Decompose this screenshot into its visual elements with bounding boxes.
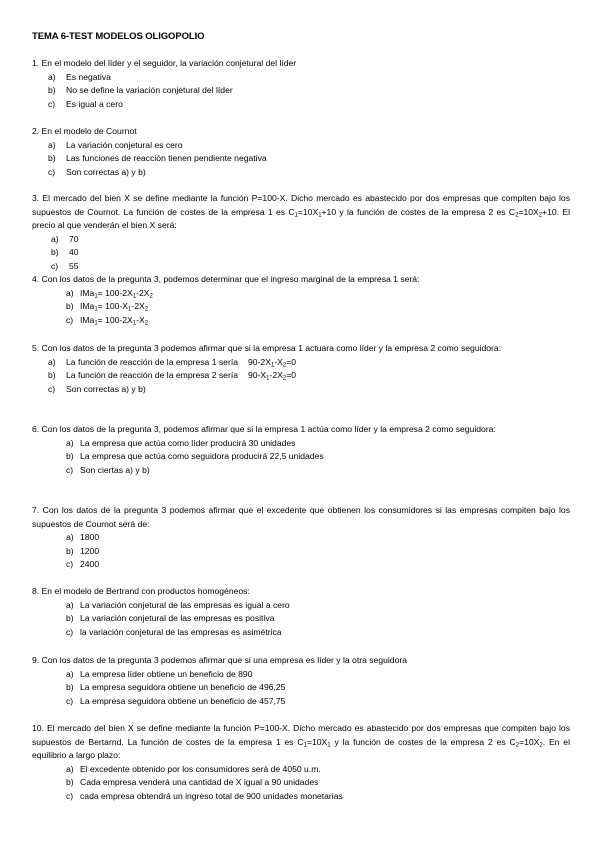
- question-10: [32, 722, 570, 803]
- option-a: a) La función de reacción de la empresa 1 sería $90-2X_1-X_2=0$: [48, 356, 297, 368]
- option-a: a) La variación conjetural de las empresas es igual a cero: [66, 599, 290, 610]
- option-a: a) 1800: [66, 532, 100, 542]
- option-c: c) La empresa seguidora obtiene un beneficio de 457,75: [66, 695, 286, 706]
- option-b: b) 40: [51, 247, 79, 257]
- option-b: b) La empresa seguidora obtiene un beneficio de 496,25: [66, 682, 286, 692]
- option-b: b) La empresa que actúa como seguidora producirá 22,5 unidades: [66, 451, 324, 461]
- option-c: c) cada empresa obtendrá un ingreso total de 900 unidades monetarias: [66, 790, 343, 801]
- question-1: [32, 57, 570, 111]
- option-c: c) Es igual a cero: [48, 98, 123, 109]
- option-c: c) Son correctas a) y b): [48, 166, 146, 177]
- question-2: [32, 125, 570, 179]
- question-stem: 7. Con los datos de la pregunta 3 podemos afirmar que el excedente que obtienen los consumidores si las empresas compiten bajo los supuestos de Cournot será de:: [32, 505, 570, 529]
- question-9: [32, 654, 570, 708]
- option-b: b) Cada empresa venderá una cantidad de X igual a 90 unidades: [66, 777, 319, 787]
- option-a: a) La empresa que actúa como líder producirá 30 unidades: [66, 437, 296, 448]
- option-b: b) No se define la variación conjetural del líder: [48, 85, 233, 95]
- option-c: c) la variación conjetural de las empresas es asimétrica: [66, 626, 282, 637]
- question-stem: 8. En el modelo de Bertrand con productos homogéneos:: [32, 586, 250, 596]
- question-stem: 6. Con los datos de la pregunta 3, podemos afirmar que si la empresa 1 actúa como líder y la empresa 2 como seguidora:: [32, 424, 496, 434]
- option-b: b) 1200: [66, 545, 100, 556]
- option-c: c) Son ciertas a) y b): [66, 464, 150, 475]
- option-a: a) La empresa líder obtiene un beneficio de 890: [66, 668, 253, 679]
- option-a: a) El excedente obtenido por los consumidores será de 4050 u.m.: [66, 763, 321, 774]
- question-4: [32, 273, 570, 327]
- option-a: a) $IMa_1= 100-2X_1-2X_2$: [66, 287, 153, 299]
- option-a: a) La variación conjetural es cero: [48, 139, 183, 150]
- question-3: [32, 192, 570, 273]
- question-6: [32, 423, 570, 477]
- question-8: [32, 585, 570, 639]
- question-stem: 10. El mercado del bien X se define mediante la función P=100-X. Dicho mercado es abastecido por dos empresas que compiten bajo los supuestos de Bertarnd. La función de costes de la empresa 1 es $C_1=10X_1$ y la función de costes de la empresa 2 es $C_2=10X_2$. En el equilibrio a largo plazo:: [32, 723, 570, 760]
- option-a: a) Es negativa: [48, 71, 111, 82]
- question-stem: 5. Con los datos de la pregunta 3 podemos afirmar que si la empresa 1 actuara como líder y la empresa 2 como seguidora:: [32, 343, 502, 353]
- option-b: b) La función de reacción de la empresa 2 sería $90-X_1-2X_2=0$: [48, 370, 297, 382]
- option-c: c) 55: [51, 260, 79, 271]
- question-stem: 4. Con los datos de la pregunta 3, podemos determinar que el ingreso marginal de la empresa 1 será:: [32, 274, 420, 284]
- option-c: c) $IMa_1= 100-2X_1-X_2$: [66, 314, 149, 326]
- option-b: b) Las funciones de reacción tienen pendiente negativa: [48, 153, 267, 163]
- option-b: b) La variación conjetural de las empresas es positiva: [66, 613, 275, 623]
- question-stem: 9. Con los datos de la pregunta 3 podemos afirmar que si una empresa es líder y la otra seguidora: [32, 655, 407, 665]
- option-c: c) Son correctas a) y b): [48, 383, 146, 394]
- question-stem: 3. El mercado del bien X se define mediante la función P=100-X. Dicho mercado es abastecido por dos empresas que compiten bajo los supuestos de Cournot. La función de costes de la empresa 1 es $C_1=10X_1+10$ y la función de costes de la empresa 2 es $C_2=10X_2+10$. El precio al que venderán el bien X será:: [32, 193, 570, 230]
- option-a: a) 70: [51, 233, 79, 244]
- question-5: [32, 342, 570, 396]
- option-b: b) $IMa_1= 100-X_1-2X_2$: [66, 301, 149, 313]
- option-c: c) 2400: [66, 559, 100, 569]
- question-stem: 2. En el modelo de Cournot: [32, 126, 137, 136]
- document-title: TEMA 6-TEST MODELOS OLIGOPOLIO: [32, 31, 205, 42]
- question-stem: 1. En el modelo del líder y el seguidor, la variación conjetural del líder: [32, 58, 297, 68]
- question-7: [32, 504, 570, 572]
